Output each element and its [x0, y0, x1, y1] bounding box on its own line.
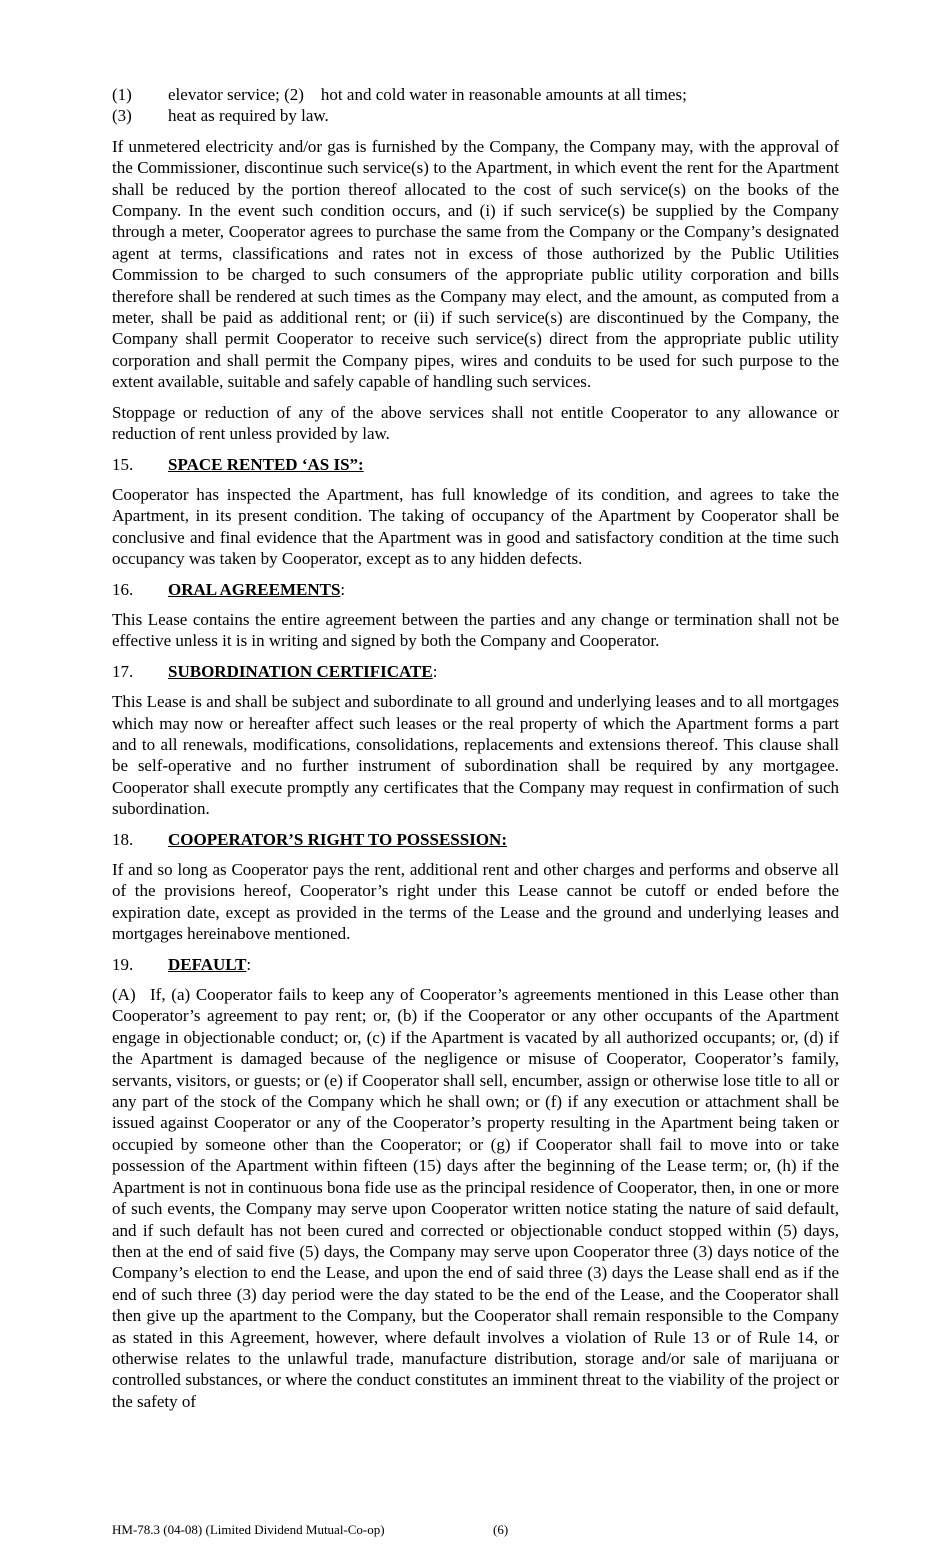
section-colon: :: [432, 661, 438, 681]
section-title: COOPERATOR’S RIGHT TO POSSESSION:: [168, 829, 507, 849]
section-number: 19.: [112, 954, 134, 974]
section-18-heading: [112, 829, 839, 850]
section-colon: :: [340, 579, 346, 599]
section-number: 16.: [112, 579, 134, 599]
page-number: (6): [493, 1522, 509, 1537]
section-15-heading: [112, 454, 839, 475]
services-line-1: [112, 84, 839, 105]
section-17-body: [112, 691, 839, 819]
section-16-body: [112, 609, 839, 652]
paragraph-text: This Lease is and shall be subject and subordinate to all ground and underlying leases and to all mortgages which may now or hereafter affect such leases or the real property of which the Apartment forms a part and to all renewals, modifications, consolidations, replacements and extensions thereof. This clause shall be self-operative and no further instrument of subordination shall be required by any mortgagee. Cooperator shall execute promptly any certificates that the Company may request in confirmation of such subordination.: [112, 692, 839, 819]
paragraph-text: Cooperator has inspected the Apartment, has full knowledge of its condition, and agrees to take the Apartment, in its present condition. The taking of occupancy of the Apartment by Cooperator shall be conclusive and final evidence that the Apartment was in good and satisfactory condition at the time such occupancy was taken by Cooperator, except as to any hidden defects.: [112, 484, 839, 569]
section-number: 17.: [112, 661, 134, 681]
services-line-2: [112, 105, 839, 126]
section-15-body: [112, 484, 839, 570]
section-title: ORAL AGREEMENTS: [168, 579, 341, 599]
section-title: DEFAULT: [168, 954, 247, 974]
section-16-heading: [112, 579, 839, 600]
list-text: elevator service; (2) hot and cold water in reasonable amounts at all times;: [168, 85, 687, 104]
section-number: 15.: [112, 454, 134, 474]
section-title: SPACE RENTED ‘AS IS”:: [168, 454, 364, 474]
subsection-text: If, (a) Cooperator fails to keep any of Cooperator’s agreements mentioned in this Lease other than Cooperator’s agreement to pay rent; or, (b) if the Cooperator or any other occupants of the Apartment engage in objectionable conduct; or, (c) if the Apartment is vacated by all authorized occupants; or, (d) if the Apartment is damaged because of the negligence or misuse of Cooperator, Cooperator’s family, servants, visitors, or guests; or (e) if Cooperator shall sell, encumber, assign or otherwise lose title to all or any part of the stock of the Company which he shall own; or (f) if any execution or attachment shall be issued against Cooperator or any of the Cooperator’s property resulting in the Apartment being taken or occupied by someone other than the Cooperator; or (g) if Cooperator shall fail to move into or take possession of the Apartment within fifteen (15) days after the beginning of the Lease term; or, (h) if the Apartment is not in continuous bona fide use as the principal residence of Cooperator, then, in one or more of such events, the Company may serve upon Cooperator written notice stating the nature of said default, and if such default has not been cured and corrected or objectionable conduct stopped within (5) days, then at the end of said five (5) days, the Company may serve upon Cooperator three (3) days notice of the Company’s election to end the Lease, and upon the end of said three (3) days the Lease shall end as if the end of such three (3) day period were the day stated to be the end of the Lease, and the Cooperator shall then give up the apartment to the Company, but the Cooperator shall remain responsible to the Company as stated in this Agreement, however, where default involves a violation of Rule 13 or of Rule 14, or otherwise relates to the unlawful trade, manufacture distribution, storage and/or sale of marijuana or controlled substances, or where the conduct constitutes an imminent threat to the viability of the project or the safety of: [112, 985, 839, 1411]
paragraph-text: If unmetered electricity and/or gas is furnished by the Company, the Company may, with the approval of the Commissioner, discontinue such service(s) to the Apartment, in which event the rent for the Apartment shall be reduced by the portion thereof allocated to the cost of such service(s) on the books of the Company. In the event such condition occurs, and (i) if such service(s) be supplied by the Company through a meter, Cooperator agrees to purchase the same from the Company or the Company’s designated agent at terms, classifications and rates not in excess of those authorized by the Public Utilities Commission to be charged to such consumers of the appropriate public utility corporation and bills therefore shall be rendered at such times as the Company may elect, and the amount, as computed from a meter, shall be paid as additional rent; or (ii) if such service(s) are discontinued by the Company, the Company shall permit Cooperator to receive such service(s) direct from the appropriate public utility corporation and shall permit the Company pipes, wires and conduits to be used for such purpose to the extent available, suitable and safely capable of handling such services.: [112, 136, 839, 392]
paragraph-text: Stoppage or reduction of any of the above services shall not entitle Cooperator to any allowance or reduction of rent unless provided by law.: [112, 402, 839, 444]
list-text: heat as required by law.: [168, 106, 329, 126]
page-footer: [112, 1522, 509, 1538]
paragraph-text: This Lease contains the entire agreement between the parties and any change or termination shall not be effective unless it is in writing and signed by both the Company and Cooperator.: [112, 609, 839, 651]
section-title: SUBORDINATION CERTIFICATE: [168, 661, 433, 681]
subsection-label: (A): [112, 985, 136, 1005]
form-identifier: HM-78.3 (04-08) (Limited Dividend Mutual-Co-op): [112, 1522, 385, 1537]
list-marker: (3): [112, 106, 132, 126]
section-17-heading: [112, 661, 839, 682]
stoppage-paragraph: [112, 402, 839, 445]
paragraph-text: [112, 984, 839, 1412]
paragraph-text: If and so long as Cooperator pays the rent, additional rent and other charges and performs and observe all of the provisions hereof, Cooperator’s right under this Lease cannot be cutoff or ended before the expiration date, except as provided in the terms of the Lease and the ground and underlying leases and mortgages hereinabove mentioned.: [112, 860, 839, 944]
section-18-body: [112, 859, 839, 945]
unmetered-paragraph: [112, 136, 839, 393]
list-marker: (1): [112, 85, 132, 104]
section-19-heading: [112, 954, 839, 975]
document-page: [112, 84, 839, 1412]
section-number: 18.: [112, 829, 134, 849]
section-19-body: [112, 984, 839, 1412]
section-colon: :: [246, 954, 252, 974]
